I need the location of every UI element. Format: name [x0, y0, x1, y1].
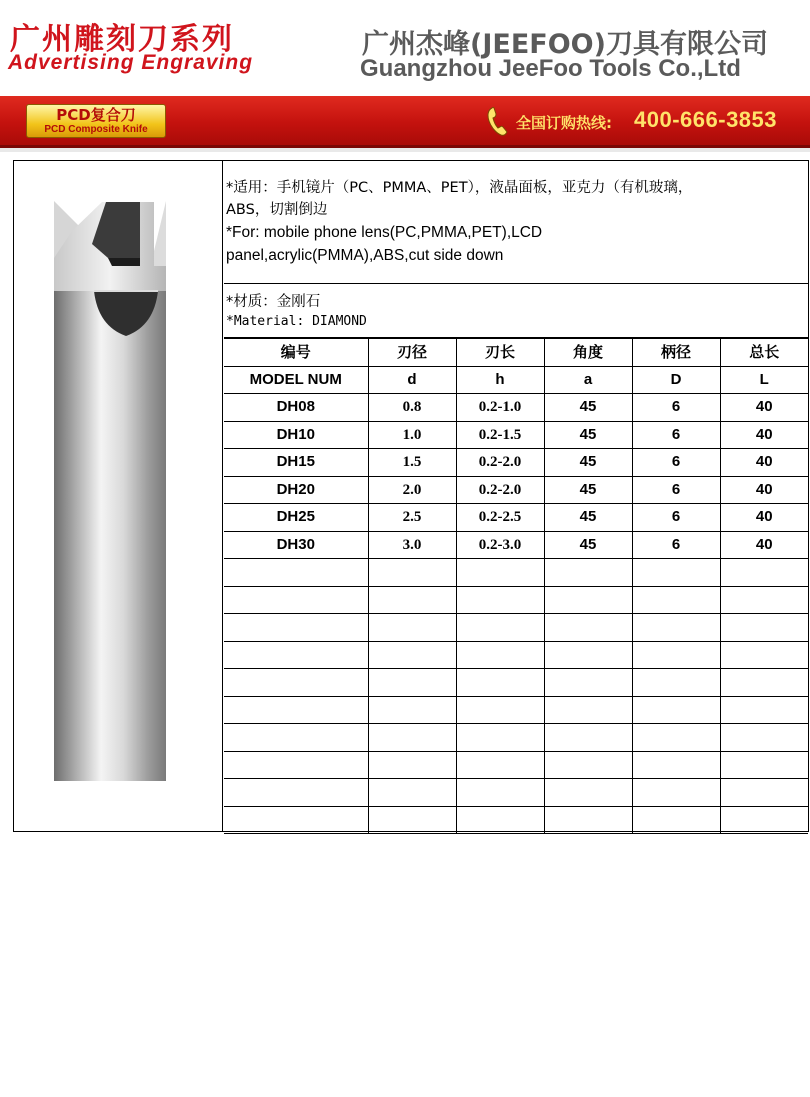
empty-cell [544, 696, 632, 724]
empty-cell [632, 696, 720, 724]
empty-cell [720, 559, 808, 587]
cell-shank-dia: 6 [632, 421, 720, 449]
cell-blade-dia: 2.5 [368, 504, 456, 532]
cell-blade-length: 0.2-2.5 [456, 504, 544, 532]
column-header-shank-dia: 柄径 [632, 339, 720, 367]
column-symbol-d: d [368, 366, 456, 394]
cell-angle: 45 [544, 449, 632, 477]
empty-cell [720, 806, 808, 834]
table-header-row-cn [224, 339, 808, 367]
empty-cell [632, 669, 720, 697]
cell-model: DH10 [224, 421, 368, 449]
empty-cell [368, 724, 456, 752]
empty-table-row [224, 696, 808, 724]
empty-cell [544, 559, 632, 587]
table-row [224, 531, 808, 559]
column-symbol-a: a [544, 366, 632, 394]
table-row [224, 476, 808, 504]
empty-cell [632, 586, 720, 614]
phone-icon [486, 106, 510, 136]
product-category-badge [26, 104, 166, 138]
hotline-label: 全国订购热线: [516, 114, 612, 132]
empty-cell [544, 779, 632, 807]
badge-label-cn: PCD复合刀 [56, 106, 136, 124]
cell-total-length: 40 [720, 394, 808, 422]
empty-table-row [224, 751, 808, 779]
empty-cell [224, 669, 368, 697]
material-text-en: *Material: DIAMOND [226, 314, 367, 329]
column-header-model: 编号 [224, 339, 368, 367]
empty-cell [720, 779, 808, 807]
table-row [224, 504, 808, 532]
cell-blade-dia: 1.0 [368, 421, 456, 449]
empty-cell [632, 751, 720, 779]
column-header-blade-dia: 刃径 [368, 339, 456, 367]
empty-table-row [224, 641, 808, 669]
application-text-en-line1: *For: mobile phone lens(PC,PMMA,PET),LCD [226, 224, 543, 241]
column-symbol-h: h [456, 366, 544, 394]
company-name-en: Guangzhou JeeFoo Tools Co.,Ltd [360, 55, 741, 82]
table-row [224, 421, 808, 449]
cell-total-length: 40 [720, 531, 808, 559]
cell-angle: 45 [544, 476, 632, 504]
empty-cell [720, 586, 808, 614]
empty-cell [720, 614, 808, 642]
empty-cell [456, 751, 544, 779]
empty-table-row [224, 614, 808, 642]
empty-cell [720, 696, 808, 724]
spec-sheet [13, 160, 809, 832]
empty-cell [720, 669, 808, 697]
empty-cell [456, 806, 544, 834]
company-name-cn: 广州杰峰(JEEFOO)刀具有限公司 [362, 29, 768, 60]
empty-table-row [224, 806, 808, 834]
empty-cell [544, 724, 632, 752]
empty-cell [544, 806, 632, 834]
empty-table-row [224, 779, 808, 807]
cell-blade-length: 0.2-3.0 [456, 531, 544, 559]
material-info [224, 284, 808, 338]
empty-cell [224, 614, 368, 642]
empty-cell [456, 641, 544, 669]
cell-total-length: 40 [720, 449, 808, 477]
empty-cell [720, 724, 808, 752]
empty-cell [632, 559, 720, 587]
cell-shank-dia: 6 [632, 504, 720, 532]
empty-cell [544, 641, 632, 669]
empty-cell [456, 779, 544, 807]
empty-cell [368, 614, 456, 642]
empty-cell [456, 724, 544, 752]
empty-cell [544, 669, 632, 697]
empty-cell [368, 586, 456, 614]
cell-angle: 45 [544, 394, 632, 422]
empty-cell [368, 669, 456, 697]
empty-cell [456, 614, 544, 642]
empty-cell [544, 614, 632, 642]
spec-table [224, 338, 808, 834]
cell-shank-dia: 6 [632, 476, 720, 504]
empty-cell [224, 696, 368, 724]
empty-cell [224, 806, 368, 834]
empty-table-row [224, 724, 808, 752]
empty-cell [224, 559, 368, 587]
cell-blade-dia: 2.0 [368, 476, 456, 504]
cell-shank-dia: 6 [632, 394, 720, 422]
cell-angle: 45 [544, 421, 632, 449]
cell-blade-length: 0.2-1.5 [456, 421, 544, 449]
pcd-knife-image [54, 196, 184, 786]
empty-cell [368, 779, 456, 807]
table-header-row-en [224, 366, 808, 394]
cell-angle: 45 [544, 504, 632, 532]
cell-blade-length: 0.2-2.0 [456, 476, 544, 504]
brand-title-en: Advertising Engraving [8, 51, 254, 74]
table-row [224, 394, 808, 422]
cell-model: DH30 [224, 531, 368, 559]
cell-model: DH08 [224, 394, 368, 422]
cell-angle: 45 [544, 531, 632, 559]
empty-cell [368, 806, 456, 834]
empty-table-row [224, 586, 808, 614]
empty-cell [368, 559, 456, 587]
empty-cell [368, 641, 456, 669]
cell-model: DH15 [224, 449, 368, 477]
brand-title-cn: 广州雕刻刀系列 [10, 22, 234, 57]
cell-blade-dia: 1.5 [368, 449, 456, 477]
cell-blade-dia: 0.8 [368, 394, 456, 422]
empty-cell [720, 641, 808, 669]
application-text-cn-line1: *适用：手机镜片（PC、PMMA、PET），液晶面板，亚克力（有机玻璃， [226, 180, 693, 196]
product-banner [0, 96, 810, 148]
cell-shank-dia: 6 [632, 449, 720, 477]
badge-label-en: PCD Composite Knife [44, 124, 148, 135]
empty-cell [544, 586, 632, 614]
empty-cell [632, 806, 720, 834]
table-row [224, 449, 808, 477]
column-header-blade-length: 刃长 [456, 339, 544, 367]
empty-cell [632, 724, 720, 752]
cell-total-length: 40 [720, 504, 808, 532]
application-description [224, 161, 808, 284]
cell-shank-dia: 6 [632, 531, 720, 559]
application-text-cn-line2: ABS，切割倒边 [226, 202, 328, 218]
empty-cell [224, 724, 368, 752]
empty-cell [544, 751, 632, 779]
application-text-en-line2: panel,acrylic(PMMA),ABS,cut side down [226, 247, 504, 264]
column-header-angle: 角度 [544, 339, 632, 367]
empty-table-row [224, 559, 808, 587]
cell-blade-length: 0.2-1.0 [456, 394, 544, 422]
column-symbol-l: L [720, 366, 808, 394]
empty-cell [720, 751, 808, 779]
column-header-total-length: 总长 [720, 339, 808, 367]
empty-cell [224, 586, 368, 614]
empty-cell [456, 586, 544, 614]
cell-model: DH20 [224, 476, 368, 504]
empty-cell [368, 751, 456, 779]
empty-cell [456, 559, 544, 587]
empty-table-row [224, 669, 808, 697]
empty-cell [456, 696, 544, 724]
page-header [0, 0, 810, 96]
column-symbol-model: MODEL NUM [224, 366, 368, 394]
material-text-cn: *材质：金刚石 [226, 294, 321, 310]
banner-divider [0, 148, 810, 152]
empty-cell [368, 696, 456, 724]
empty-cell [224, 751, 368, 779]
cell-total-length: 40 [720, 476, 808, 504]
empty-cell [224, 641, 368, 669]
cell-blade-length: 0.2-2.0 [456, 449, 544, 477]
product-image-pane [14, 161, 223, 831]
cell-total-length: 40 [720, 421, 808, 449]
empty-cell [456, 669, 544, 697]
empty-cell [632, 779, 720, 807]
hotline-number: 400-666-3853 [634, 107, 778, 132]
empty-cell [224, 779, 368, 807]
cell-blade-dia: 3.0 [368, 531, 456, 559]
empty-cell [632, 641, 720, 669]
cell-model: DH25 [224, 504, 368, 532]
empty-cell [632, 614, 720, 642]
column-symbol-shank-d: D [632, 366, 720, 394]
